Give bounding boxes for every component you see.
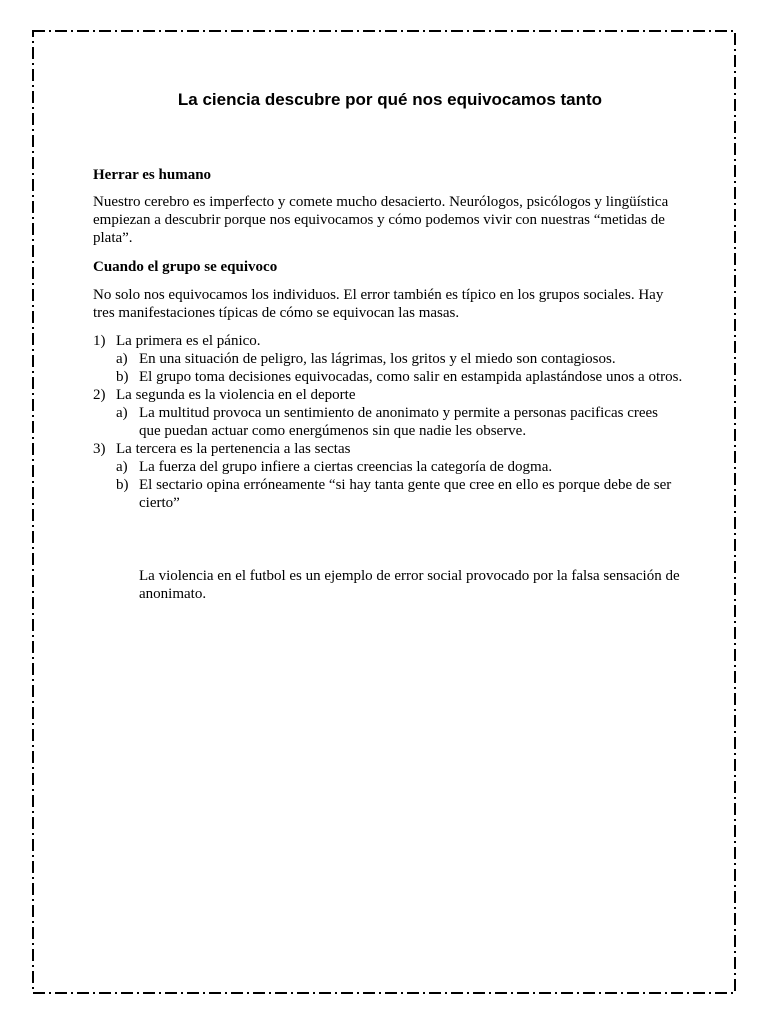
sub-list-item-text: El sectario opina erróneamente “si hay tanta gente que cree en ello es porque debe de ser cierto” bbox=[139, 477, 672, 511]
list-item bbox=[93, 386, 683, 440]
sub-list-item-text: La fuerza del grupo infiere a ciertas creencias la categoría de dogma. bbox=[139, 459, 553, 475]
list-item-text: La segunda es la violencia en el deporte bbox=[116, 387, 356, 403]
document-title: La ciencia descubre por qué nos equivocamos tanto bbox=[177, 90, 603, 109]
list-marker: 2) bbox=[93, 387, 106, 403]
section-heading-herrar: Herrar es humano bbox=[93, 167, 212, 183]
sub-list-item bbox=[116, 458, 683, 476]
sub-list-item-text: En una situación de peligro, las lágrimas, los gritos y el miedo son contagiosos. bbox=[139, 351, 616, 367]
document-body bbox=[93, 88, 683, 602]
sub-list bbox=[116, 404, 683, 440]
section-paragraph-herrar: Nuestro cerebro es imperfecto y comete mucho desacierto. Neurólogos, psicólogos y lingüística empiezan a descubrir porque nos equivocamos y cómo podemos vivir con nuestras “metidas de plata”. bbox=[93, 194, 669, 246]
sub-list bbox=[116, 350, 683, 386]
list-marker: 1) bbox=[93, 333, 106, 349]
closing-note: La violencia en el futbol es un ejemplo de error social provocado por la falsa sensación de anonimato. bbox=[139, 568, 680, 602]
list-marker: 3) bbox=[93, 441, 106, 457]
list-item bbox=[93, 332, 683, 386]
sub-list-item-text: El grupo toma decisiones equivocadas, como salir en estampida aplastándose unos a otros. bbox=[139, 369, 683, 385]
list-item-text: La primera es el pánico. bbox=[116, 333, 261, 349]
sub-list-marker: a) bbox=[116, 405, 128, 421]
list-item-text: La tercera es la pertenencia a las sectas bbox=[116, 441, 351, 457]
numbered-list bbox=[93, 332, 683, 512]
sub-list-item bbox=[116, 350, 683, 368]
sub-list-item bbox=[116, 476, 683, 512]
section-heading-grupo: Cuando el grupo se equivoco bbox=[93, 259, 278, 275]
sub-list-item-text: La multitud provoca un sentimiento de anonimato y permite a personas pacificas crees que puedan actuar como energúmenos sin que nadie les observe. bbox=[139, 405, 658, 439]
section-paragraph-grupo: No solo nos equivocamos los individuos. El error también es típico en los grupos sociales. Hay tres manifestaciones típicas de cómo se equivocan las masas. bbox=[93, 287, 664, 321]
sub-list-marker: a) bbox=[116, 351, 128, 367]
sub-list-item bbox=[116, 404, 683, 440]
sub-list bbox=[116, 458, 683, 512]
sub-list-marker: b) bbox=[116, 477, 129, 493]
sub-list-item bbox=[116, 368, 683, 386]
sub-list-marker: a) bbox=[116, 459, 128, 475]
list-item bbox=[93, 440, 683, 512]
sub-list-marker: b) bbox=[116, 369, 129, 385]
